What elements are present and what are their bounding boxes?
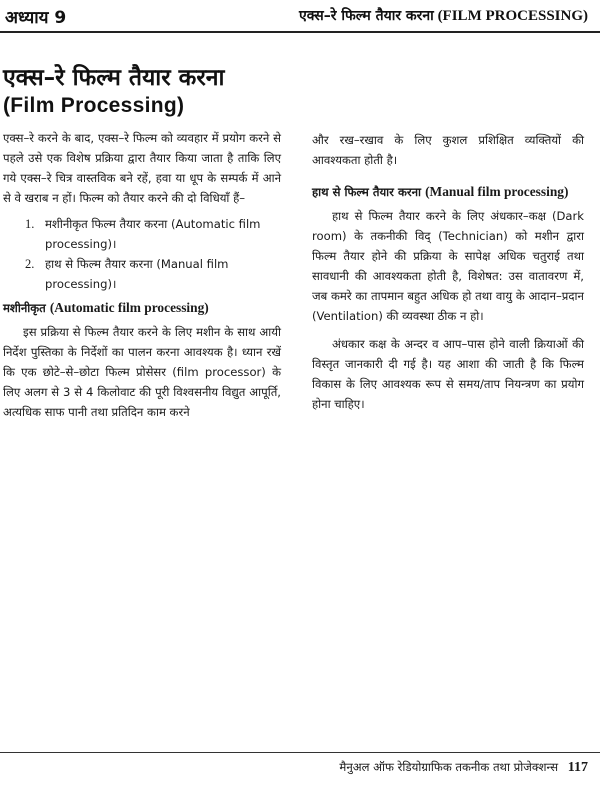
chapter-title-hindi: एक्स–रे फिल्म तैयार करना	[3, 65, 225, 91]
closing-paragraph: अंधकार कक्ष के अन्दर व आप–पास होने वाली क्रियाओं की विस्तृत जानकारी दी गई है। यह आशा की जाती है कि फिल्म विकास के लिए आवश्यक रूप से समय/ताप नियन्त्रण का प्रयोग होना चाहिए।	[312, 337, 584, 411]
left-column	[3, 128, 281, 422]
automatic-processing-heading	[3, 298, 281, 318]
list-item-number: 1.	[25, 217, 35, 231]
list-item	[25, 214, 281, 254]
right-column	[312, 130, 584, 414]
continued-paragraph: और रख–रखाव के लिए कुशल प्रशिक्षित व्यक्तियों की आवश्यकता होती है।	[312, 133, 584, 167]
list-item-text: मशीनीकृत फिल्म तैयार करना (Automatic film processing)।	[45, 217, 261, 251]
automatic-processing-paragraph: इस प्रक्रिया से फिल्म तैयार करने के लिए मशीन के साथ आयी निर्देश पुस्तिका के निर्देशों का पालन करना आवश्यक है। ध्यान रखें कि एक छोटे–से–छोटा फिल्म प्रोसेसर (film processor) के लिए अलग से 3 से 4 किलोवाट की पूरी विश्वसनीय विद्युत आपूर्ति, अत्यधिक साफ पानी तथा प्रतिदिन काम करने	[3, 325, 281, 419]
running-title	[299, 6, 588, 25]
methods-list	[3, 214, 281, 294]
running-header	[0, 4, 600, 28]
list-item	[25, 254, 281, 294]
chapter-title	[3, 64, 403, 120]
intro-paragraph: एक्स–रे करने के बाद, एक्स–रे फिल्म को व्यवहार में प्रयोग करने से पहले उसे एक विशेष प्रक्रिया द्वारा तैयार किया जाता है ताकि लिए गये एक्स–रे चित्र वास्तविक बने रहें, हवा या धूप के सम्पर्क में आने से वे खराब न हों। फिल्म को तैयार करने की दो विधियाँ हैं–	[3, 131, 281, 205]
manual-heading-english: (Manual film processing)	[425, 184, 569, 199]
header-divider	[0, 31, 600, 33]
automatic-heading-hindi: मशीनीकृत	[3, 301, 46, 315]
page-number: 117	[567, 760, 588, 775]
automatic-heading-english: (Automatic film processing)	[49, 300, 209, 315]
chapter-title-english: (Film Processing)	[3, 94, 185, 117]
manual-heading-hindi: हाथ से फिल्म तैयार करना	[312, 185, 422, 199]
running-title-hindi: एक्स–रे फिल्म तैयार करना	[299, 8, 434, 24]
list-item-text: हाथ से फिल्म तैयार करना (Manual film processing)।	[45, 257, 229, 291]
page-footer	[339, 760, 588, 776]
chapter-label: अध्याय 9	[5, 8, 67, 28]
manual-processing-paragraph: हाथ से फिल्म तैयार करने के लिए अंधकार–कक्ष (Dark room) के तकनीकी विद् (Technician) को मशीन द्वारा फिल्म तैयार होने की प्रक्रिया के सापेक्ष अधिक चतुराई तथा सावधानी की आवश्यकता होती है, विशेषत: उस वातावरण में, जब कमरे का तापमान बहुत अधिक हो तथा वायु के आदान–प्रदान (Ventilation) की व्यवस्था ठीक न हो।	[312, 209, 584, 323]
book-title: मैनुअल ऑफ रेडियोग्राफिक तकनीक तथा प्रोजेक्शन्स	[339, 760, 559, 774]
running-title-english: (FILM PROCESSING)	[437, 8, 588, 24]
list-item-number: 2.	[25, 257, 35, 271]
footer-divider	[0, 752, 600, 753]
manual-processing-heading	[312, 182, 584, 202]
